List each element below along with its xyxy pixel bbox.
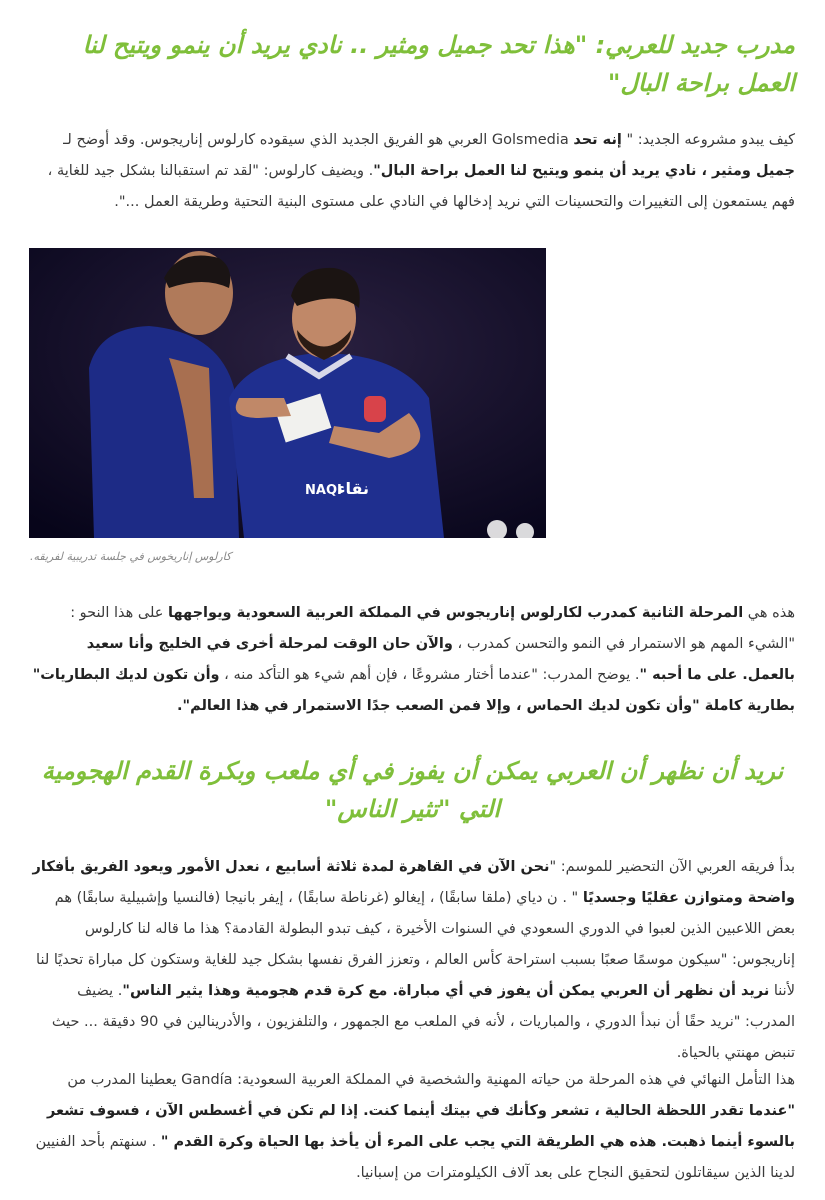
paragraph-closing [30,1065,795,1189]
body-text: . ويضيف كارلوس: "لقد تم استقبالنا بشكل جيد للغاية ، فهم يستمعون إلى التغييرات والتحسينات التي نريد إدخالها في النادي على مستوى البنية التحتية وطريقة العمل ...". [47,163,795,210]
bold-quote-text: جميل ومثير ، نادي يريد أن ينمو ويتيح لنا العمل براحة البال" [373,163,795,179]
paragraph-intro [30,125,795,218]
club-crest [364,396,386,422]
bold-quote-text: "عندما تقدر اللحظة الحالية ، تشعر وكأنك في بيتك أينما كنت. إذا لم تكن في أغسطس الآن ، فسوف تشعر بالسوء أينما ذهبت. هذه هي الطريقة التي يجب على المرء أن يأخذ بها الحياة وكرة القدم " [46,1103,795,1150]
body-text: Golsmedia العربي هو الفريق الجديد الذي سيقوده كارلوس إناريجوس. وقد أوضح لـ [63,132,574,148]
shirt-sponsor: NAQI [305,483,342,498]
shirt-sponsor-arabic: نقاء [337,479,369,498]
body-text: هذا التأمل النهائي في هذه المرحلة من حياته المهنية والشخصية في المملكة العربية السعودية: Gandía يعطينا المدرب من [67,1072,795,1088]
article-headline: مدرب جديد للعربي: "هذا تحد جميل ومثير .. نادي يريد أن ينمو ويتيح لنا العمل براحة البال" [82,31,795,97]
body-text: على هذا النحو : "الشيء المهم هو الاستمرار في النمو والتحسن كمدرب ، [70,605,795,652]
bold-quote-text: وأن تكون لديك البطاريات" بطارية كاملة "وأن تكون لديك الحماس ، وإلا فمن الصعب جدًا الاستمرار في هذا العالم". [32,667,795,714]
body-text: . يضيف المدرب: "نريد حقًا أن نبدأ الدوري ، والمباريات ، لأنه في الملعب مع الجمهور ، والتلفزيون ، والأدرينالين في 90 دقيقة ... حيث تنبض مهنتي بالحياة. [51,983,795,1061]
paragraph-season-prep [30,852,795,1069]
article-photo [29,248,546,538]
article-subheadline: نريد أن نظهر أن العربي يمكن أن يفوز في أي ملعب وبكرة القدم الهجومية التي "تثير الناس" [41,757,784,823]
body-text: كيف يبدو مشروعه الجديد: " [621,132,795,148]
bold-quote-text: المرحلة الثانية كمدرب لكارلوس إناريجوس في المملكة العربية السعودية ويواجهها [168,605,744,621]
image-caption: كارلوس إناريخوس في جلسة تدريبية لفريقه. [30,550,232,563]
body-text: " . ن دياي (ملقا سابقًا) ، إيغالو (غرناطة سابقًا) ، إيفر بانيجا (فالنسيا وإشبيلية سابقًا) هم بعض اللاعبين الذين لعبوا في الدوري السعودي في السنوات الأخيرة ، كيف تبدو البطولة القادمة؟ هذا ما قاله لنا كارلوس إناريجوس: "سيكون موسمًا صعبًا بسبب استراحة كأس العالم ، وتعزز الفرق نفسها بشكل جيد للغاية وستكون كل مباراة تحديًا لنا لأننا [36,890,795,999]
bold-quote-text: نحن الآن في القاهرة لمدة ثلاثة أسابيع ، نعدل الأمور ويعود الفريق بأفكار واضحة ومتوازن عقليًا وجسديًا [32,859,795,906]
body-text: . يوضح المدرب: "عندما أختار مشروعًا ، فإن أهم شيء هو التأكد منه ، [219,667,640,683]
body-text: هذه هي [743,605,795,621]
paragraph-second-stage [30,598,795,722]
body-text: . سنهتم بأحد الفنيين لدينا الذين سيقاتلون لتحقيق النجاح على بعد آلاف الكيلومترات من إسبانيا. [35,1134,795,1181]
bold-quote-text: والآن حان الوقت لمرحلة أخرى في الخليج وأنا سعيد بالعمل. على ما أحبه " [86,636,795,683]
bold-quote-text: نريد أن نظهر أن العربي يمكن أن يفوز في أي مباراة. مع كرة قدم هجومية وهذا يثير الناس" [122,983,770,999]
body-text: بدأ فريقه العربي الآن التحضير للموسم: " [549,859,795,875]
bold-quote-text: إنه تحد [573,132,622,148]
